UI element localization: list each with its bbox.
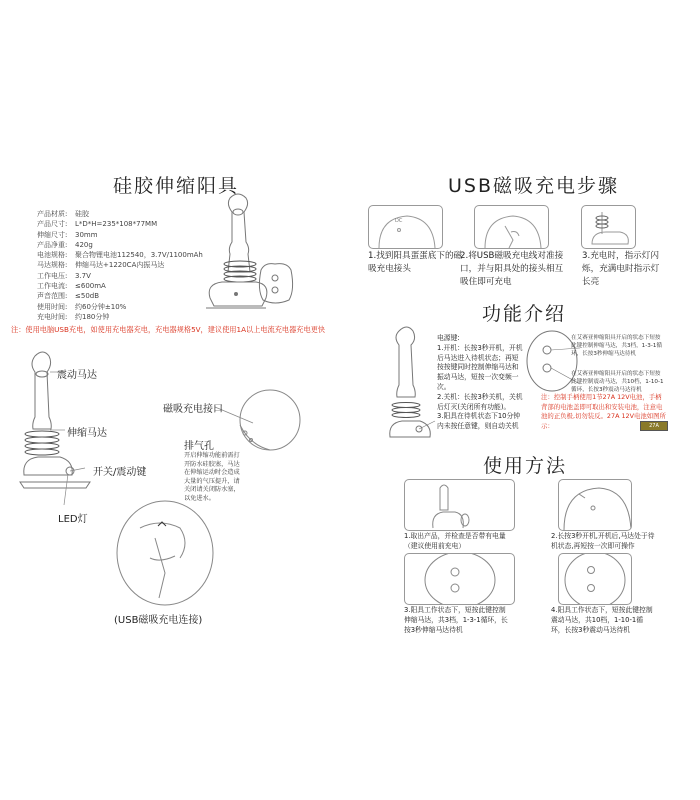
spec-row (37, 291, 203, 301)
usage-step-3: 3.阳具工作状态下，短按此键控制伸缩马达，共3档，1-3-1循环，长按3秒伸缩马达待机 (404, 606, 508, 634)
usage-title: 使用方法 (483, 455, 568, 477)
spec-table (37, 209, 203, 322)
usb-caption: (USB磁吸充电连接) (114, 615, 203, 626)
spec-value: ≤600mA (75, 282, 106, 291)
spec-key: 充电时间: (37, 312, 68, 321)
usage-step-1: 1.取出产品，并检查是否带有电量（建议使用前充电） (404, 532, 506, 550)
spec-row (37, 230, 203, 240)
spec-row (37, 260, 203, 270)
power-key-heading: 电源键: (437, 334, 460, 342)
spec-key: 产品净重: (37, 240, 68, 249)
spec-value: ≤50dB (75, 292, 100, 301)
usage-step2-image (558, 479, 632, 531)
spec-value: 3.7V (75, 271, 91, 280)
spec-value: 30mm (75, 230, 98, 239)
label-vibration-motor: 震动马达 (57, 370, 97, 381)
power-on-desc: 1.开机：长按3秒开机，开机后马达进入待机状态；再短按按键同时控制伸缩马达和振动马达，短按一次变频一次。 (437, 343, 523, 391)
spec-row (37, 219, 203, 229)
vibration-key-desc: 在艾赛亚伸缩阳具开启的状态下短按此键控制震动马达，共10档，1-10-1循环，长按3秒震动马达待机 (571, 371, 664, 394)
label-switch: 开关/震动键 (93, 467, 147, 478)
spec-key: 使用时间: (37, 302, 68, 311)
label-magnetic-port: 磁吸充电接口 (163, 404, 223, 415)
function-title: 功能介绍 (482, 303, 567, 325)
usage-step4-image (558, 553, 632, 605)
spec-key: 工作电压: (37, 271, 68, 280)
spec-row (37, 240, 203, 250)
power-off-desc: 2.关机：长按3秒关机，关机后灯灭(关闭所有功能)。 (437, 392, 523, 411)
spec-key: 伸缩尺寸: (37, 230, 68, 239)
charging-note: 注：使用电脑USB充电，如使用充电器充电，充电器规格5V，建议使用1A以上电流充电器充电更快 (11, 325, 326, 334)
function-description (437, 334, 523, 432)
spec-value: 约180分钟 (75, 312, 110, 321)
usb-step2-image (474, 205, 549, 249)
spec-row (37, 302, 203, 312)
label-vent: 排气孔 (184, 441, 214, 452)
spec-key: 电池规格: (37, 251, 68, 260)
remote-battery-note: 注：控制手柄使用1节27A 12V电池，手柄背部的电池盖即可取出和安装电池，注意电池的正负极,切勿装反。27A 12V电池如图所示： (541, 393, 666, 430)
spec-row (37, 271, 203, 281)
spec-row (37, 312, 203, 322)
product-title: 硅胶伸缩阳具 (113, 175, 240, 197)
usb-step3-image (581, 205, 636, 249)
spec-row (37, 209, 203, 219)
usb-step-1: 1.找到阳具蛋蛋底下的磁吸充电接头 (368, 251, 463, 274)
spec-value: 伸缩马达+1220CA内振马达 (75, 261, 165, 270)
spec-row (37, 281, 203, 291)
remote-illustration (255, 260, 295, 310)
spec-key: 产品材质: (37, 210, 68, 218)
spec-value: L*D*H=235*108*77MM (75, 220, 158, 229)
spec-value: 聚合物锂电池112540，3.7V/1100mAh (75, 251, 203, 260)
spec-key: 马达规格: (37, 261, 68, 270)
function-product-illustration (385, 325, 435, 450)
usage-step-4: 4.阳具工作状态下，短按此键控制震动马达，共10档，1-10-1循环，长按3秒震动马达待机 (551, 606, 653, 634)
usage-step1-image (404, 479, 515, 531)
auto-off-desc: 3.阳具在待机状态下10分钟内未按任意键，则自动关机 (437, 412, 521, 431)
label-telescopic-motor: 伸缩马达 (67, 428, 107, 439)
spec-key: 工作电流: (37, 282, 68, 291)
usage-step3-image (404, 553, 515, 605)
usb-connection-illustration (110, 498, 225, 608)
dc-label: DC (395, 218, 403, 224)
spec-value: 约60分钟±10% (75, 302, 127, 311)
spec-key: 声音范围: (37, 292, 68, 301)
usb-step-2: 2.将USB磁吸充电线对准接口，并与阳具处的接头相互吸住即可充电 (460, 251, 564, 287)
spec-value: 420g (75, 240, 93, 249)
spec-value: 硅胶 (75, 210, 89, 218)
usb-step1-image (368, 205, 443, 249)
spec-key: 产品尺寸: (37, 220, 68, 229)
spec-row (37, 250, 203, 260)
usage-step-2: 2.长按3秒开机,开机后,马达处于待机状态,再短按一次即可操作 (551, 532, 655, 550)
vent-description: 开启伸缩功能前需打开防水硅胶塞，马达在伸缩运动时会造成大量的气压提升，请关闭请关闭防水塞，以免进水。 (184, 452, 240, 502)
usb-steps-title: USB磁吸充电步骤 (448, 175, 620, 197)
telescopic-key-desc: 在艾赛亚伸缩阳具开启的状态下短按此键控制伸缩马达，共3档，1-3-1循环，长按3秒伸缩马达待机 (571, 335, 662, 358)
battery-icon: 27A (640, 421, 668, 431)
usb-step-3: 3.充电时，指示灯闪烁，充满电时指示灯长亮 (582, 251, 660, 287)
label-led: LED灯 (58, 514, 88, 525)
